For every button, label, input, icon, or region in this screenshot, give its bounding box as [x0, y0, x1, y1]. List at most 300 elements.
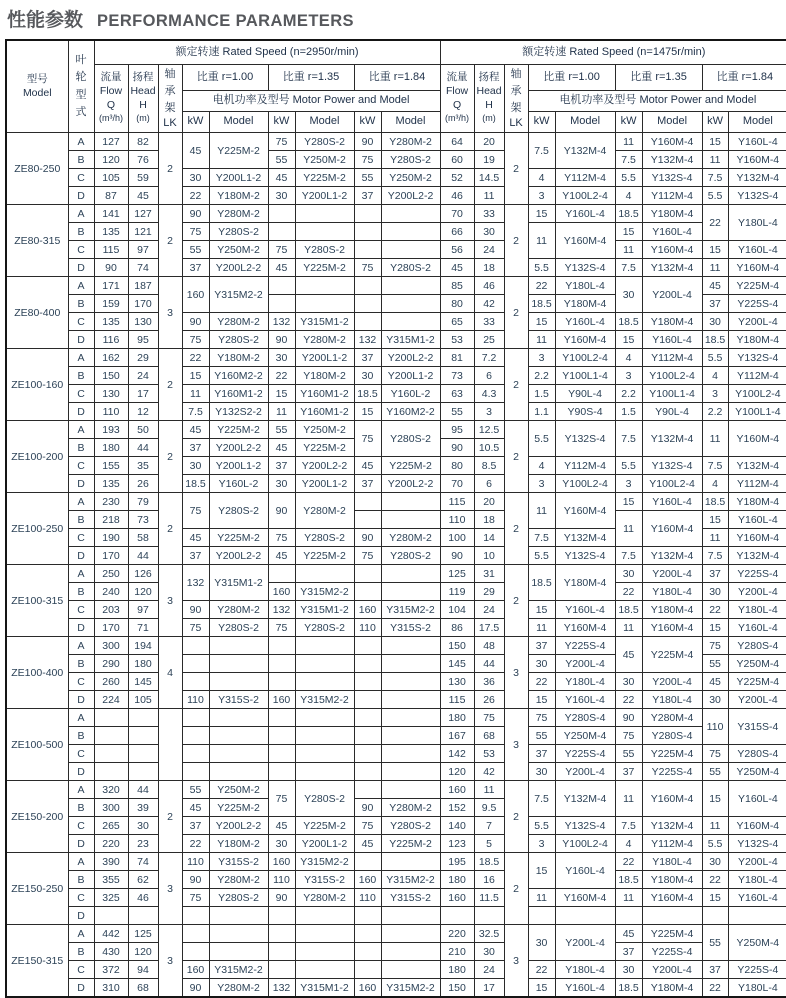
- cell-motor-model: Y200L2-2: [381, 349, 440, 367]
- cell-kw: [354, 241, 381, 259]
- cell-motor-model: Y100L2-4: [555, 349, 615, 367]
- cell-flow: 80: [440, 457, 474, 475]
- cell-motor-model: Y132M-4: [642, 547, 702, 565]
- cell-kw: 132: [268, 979, 295, 998]
- header-motor-model: Model: [381, 112, 440, 133]
- header-motor-model: Model: [209, 112, 268, 133]
- cell-kw: 160: [354, 871, 381, 889]
- cell-flow: 355: [94, 871, 128, 889]
- cell-flow: 53: [440, 331, 474, 349]
- cell-head: 12: [128, 403, 158, 421]
- cell-kw: 37: [615, 943, 642, 961]
- cell-motor-model: Y112M-4: [642, 835, 702, 853]
- cell-impeller-type: B: [68, 943, 94, 961]
- cell-kw: 22: [528, 961, 555, 979]
- cell-kw: 15: [702, 781, 728, 817]
- cell-head: 36: [474, 673, 504, 691]
- cell-flow: 265: [94, 817, 128, 835]
- cell-kw: 160: [182, 277, 209, 313]
- header-bearing-1475: 轴承架 LK: [504, 65, 528, 133]
- cell-motor-model: Y180L-4: [555, 673, 615, 691]
- cell-motor-model: Y180M-4: [642, 205, 702, 223]
- cell-head: 97: [128, 241, 158, 259]
- cell-kw: 4: [528, 457, 555, 475]
- cell-motor-model: [295, 925, 354, 943]
- cell-motor-model: [381, 925, 440, 943]
- cell-motor-model: Y280S-2: [209, 619, 268, 637]
- cell-motor-model: Y160M-4: [555, 331, 615, 349]
- cell-kw: 132: [354, 331, 381, 349]
- cell-kw: 75: [354, 547, 381, 565]
- cell-kw: 22: [528, 673, 555, 691]
- cell-impeller-type: A: [68, 205, 94, 223]
- cell-kw: [354, 493, 381, 511]
- cell-motor-model: Y100L1-4: [728, 403, 786, 421]
- cell-impeller-type: B: [68, 727, 94, 745]
- cell-kw: 11: [615, 241, 642, 259]
- cell-kw: 30: [615, 673, 642, 691]
- cell-motor-model: [295, 961, 354, 979]
- cell-motor-model: [209, 655, 268, 673]
- cell-flow: 87: [94, 187, 128, 205]
- cell-motor-model: Y180M-4: [728, 493, 786, 511]
- cell-kw: 5.5: [528, 259, 555, 277]
- page-title-en: PERFORMANCE PARAMETERS: [97, 12, 354, 30]
- table-row: [6, 205, 786, 223]
- cell-kw: 55: [182, 781, 209, 799]
- cell-flow: 63: [440, 385, 474, 403]
- cell-motor-model: Y90L-4: [642, 403, 702, 421]
- table-row: [6, 385, 786, 403]
- cell-head: 17: [128, 385, 158, 403]
- cell-kw: 2.2: [702, 403, 728, 421]
- cell-head: 44: [128, 547, 158, 565]
- cell-kw: 90: [268, 331, 295, 349]
- cell-flow: 150: [440, 979, 474, 998]
- cell-kw: 110: [702, 709, 728, 745]
- cell-motor-model: [381, 943, 440, 961]
- cell-kw: 11: [528, 493, 555, 529]
- cell-kw: [354, 655, 381, 673]
- cell-impeller-type: B: [68, 439, 94, 457]
- cell-flow: 203: [94, 601, 128, 619]
- cell-motor-model: Y160M-4: [555, 493, 615, 529]
- cell-motor-model: Y280M-2: [209, 979, 268, 998]
- cell-motor-model: Y160M-4: [555, 889, 615, 907]
- cell-kw: 15: [528, 601, 555, 619]
- cell-kw: [182, 637, 209, 655]
- cell-motor-model: Y160M-4: [728, 151, 786, 169]
- cell-motor-model: [381, 763, 440, 781]
- cell-motor-model: [295, 709, 354, 727]
- cell-kw: 75: [182, 331, 209, 349]
- cell-kw: 11: [528, 889, 555, 907]
- cell-flow: 218: [94, 511, 128, 529]
- cell-head: 18: [474, 259, 504, 277]
- cell-head: 62: [128, 871, 158, 889]
- cell-kw: [268, 277, 295, 295]
- cell-flow: 65: [440, 313, 474, 331]
- cell-motor-model: Y280S-2: [381, 259, 440, 277]
- table-row: [6, 979, 786, 998]
- cell-motor-model: Y160L-4: [555, 313, 615, 331]
- cell-impeller-type: C: [68, 169, 94, 187]
- cell-head: 46: [474, 277, 504, 295]
- header-kw: kW: [702, 112, 728, 133]
- table-row: [6, 853, 786, 871]
- cell-head: 33: [474, 205, 504, 223]
- cell-kw: 37: [182, 439, 209, 457]
- cell-motor-model: Y315M2-2: [295, 583, 354, 601]
- cell-impeller-type: A: [68, 709, 94, 727]
- cell-kw: 11: [702, 151, 728, 169]
- cell-lk: 2: [158, 421, 182, 493]
- cell-kw: [354, 781, 381, 799]
- header-flow-1475: 流量 Flow Q (m³/h): [440, 65, 474, 133]
- cell-head: 24: [474, 601, 504, 619]
- cell-motor-model: Y160M-4: [642, 241, 702, 259]
- cell-impeller-type: A: [68, 781, 94, 799]
- cell-kw: 75: [268, 781, 295, 817]
- cell-kw: [182, 763, 209, 781]
- cell-kw: 160: [268, 583, 295, 601]
- cell-kw: 15: [528, 853, 555, 889]
- cell-flow: 52: [440, 169, 474, 187]
- cell-kw: 3: [528, 475, 555, 493]
- cell-kw: 75: [182, 619, 209, 637]
- table-row: [6, 745, 786, 763]
- cell-head: 45: [128, 187, 158, 205]
- cell-flow: 55: [440, 403, 474, 421]
- cell-motor-model: [728, 907, 786, 925]
- cell-kw: [354, 691, 381, 709]
- cell-kw: 30: [702, 853, 728, 871]
- cell-motor-model: Y160L-4: [728, 889, 786, 907]
- cell-motor-model: Y315M2-2: [209, 961, 268, 979]
- cell-impeller-type: A: [68, 421, 94, 439]
- cell-kw: 30: [702, 313, 728, 331]
- cell-kw: 30: [268, 187, 295, 205]
- cell-flow: 123: [440, 835, 474, 853]
- cell-kw: 15: [702, 511, 728, 529]
- cell-motor-model: Y280M-2: [381, 529, 440, 547]
- cell-motor-model: [209, 907, 268, 925]
- cell-kw: 11: [268, 403, 295, 421]
- cell-motor-model: Y280M-4: [642, 709, 702, 727]
- table-row: [6, 673, 786, 691]
- cell-flow: 150: [440, 637, 474, 655]
- cell-motor-model: [381, 745, 440, 763]
- cell-kw: [268, 727, 295, 745]
- table-row: [6, 241, 786, 259]
- cell-motor-model: Y180L-4: [728, 601, 786, 619]
- cell-motor-model: [381, 313, 440, 331]
- cell-lk: 2: [504, 493, 528, 565]
- header-gravity-135-2950: 比重 r=1.35: [268, 65, 354, 91]
- cell-impeller-type: C: [68, 817, 94, 835]
- cell-motor-model: Y250M-2: [295, 421, 354, 439]
- cell-motor-model: Y160L-4: [728, 241, 786, 259]
- cell-motor-model: Y250M-4: [555, 727, 615, 745]
- cell-impeller-type: D: [68, 259, 94, 277]
- cell-motor-model: Y160L-4: [555, 205, 615, 223]
- cell-motor-model: Y200L-4: [728, 691, 786, 709]
- cell-head: 11: [474, 781, 504, 799]
- cell-motor-model: Y280S-4: [728, 745, 786, 763]
- cell-motor-model: Y225M-2: [295, 547, 354, 565]
- cell-head: [128, 709, 158, 727]
- cell-kw: 7.5: [702, 169, 728, 187]
- cell-lk: 2: [504, 421, 528, 493]
- cell-kw: 90: [182, 313, 209, 331]
- table-row: [6, 403, 786, 421]
- cell-kw: 160: [354, 979, 381, 998]
- cell-head: 19: [474, 151, 504, 169]
- cell-flow: 250: [94, 565, 128, 583]
- cell-motor-model: Y160L-4: [555, 601, 615, 619]
- cell-motor-model: Y132M-4: [555, 781, 615, 817]
- cell-kw: [182, 907, 209, 925]
- header-motor-power-1475: 电机功率及型号 Motor Power and Model: [528, 91, 786, 112]
- cell-kw: 37: [528, 637, 555, 655]
- cell-lk: 2: [504, 205, 528, 277]
- cell-motor-model: Y200L2-2: [209, 547, 268, 565]
- cell-motor-model: Y100L2-4: [555, 475, 615, 493]
- cell-kw: 11: [615, 889, 642, 907]
- cell-lk: 2: [504, 349, 528, 421]
- cell-flow: 230: [94, 493, 128, 511]
- cell-motor-model: Y132S-4: [555, 421, 615, 457]
- header-motor-model: Model: [642, 112, 702, 133]
- cell-head: 24: [474, 961, 504, 979]
- header-gravity-184-2950: 比重 r=1.84: [354, 65, 440, 91]
- cell-motor-model: Y112M-4: [728, 367, 786, 385]
- cell-kw: 15: [528, 691, 555, 709]
- cell-kw: 5.5: [528, 817, 555, 835]
- cell-impeller-type: B: [68, 871, 94, 889]
- cell-motor-model: Y225S-4: [555, 637, 615, 655]
- cell-kw: [354, 637, 381, 655]
- cell-motor-model: Y160M2-2: [209, 367, 268, 385]
- table-row: [6, 133, 786, 151]
- table-row: [6, 187, 786, 205]
- cell-motor-model: Y315M1-2: [295, 601, 354, 619]
- cell-impeller-type: D: [68, 475, 94, 493]
- cell-impeller-type: C: [68, 961, 94, 979]
- cell-impeller-type: C: [68, 313, 94, 331]
- cell-motor-model: Y280S-2: [381, 151, 440, 169]
- cell-flow: 162: [94, 349, 128, 367]
- cell-motor-model: Y280S-4: [555, 709, 615, 727]
- cell-head: 74: [128, 259, 158, 277]
- cell-flow: 120: [440, 763, 474, 781]
- cell-model: ZE150-315: [6, 925, 68, 998]
- cell-head: 23: [128, 835, 158, 853]
- cell-kw: 22: [268, 367, 295, 385]
- cell-head: 10.5: [474, 439, 504, 457]
- cell-kw: 11: [615, 133, 642, 151]
- cell-flow: 372: [94, 961, 128, 979]
- cell-kw: 2.2: [528, 367, 555, 385]
- cell-motor-model: [295, 763, 354, 781]
- cell-impeller-type: A: [68, 637, 94, 655]
- cell-kw: 55: [182, 241, 209, 259]
- cell-kw: 45: [615, 637, 642, 673]
- cell-motor-model: Y225M-2: [381, 835, 440, 853]
- cell-impeller-type: A: [68, 853, 94, 871]
- cell-motor-model: Y280M-2: [209, 313, 268, 331]
- cell-motor-model: Y132M-4: [555, 529, 615, 547]
- cell-kw: [182, 745, 209, 763]
- cell-motor-model: [381, 493, 440, 511]
- cell-kw: 11: [615, 781, 642, 817]
- cell-head: 7.2: [474, 349, 504, 367]
- table-row: [6, 583, 786, 601]
- header-kw: kW: [615, 112, 642, 133]
- cell-motor-model: [381, 295, 440, 313]
- cell-motor-model: Y315S-2: [209, 853, 268, 871]
- cell-motor-model: Y315M2-2: [381, 871, 440, 889]
- cell-kw: 30: [182, 457, 209, 475]
- cell-head: 121: [128, 223, 158, 241]
- cell-head: 44: [128, 781, 158, 799]
- cell-motor-model: Y132S-4: [728, 349, 786, 367]
- cell-motor-model: Y132M-4: [642, 259, 702, 277]
- cell-motor-model: Y132S2-2: [209, 403, 268, 421]
- cell-head: 75: [474, 709, 504, 727]
- cell-motor-model: Y200L-4: [642, 961, 702, 979]
- cell-motor-model: Y250M-2: [381, 169, 440, 187]
- cell-kw: 22: [702, 871, 728, 889]
- cell-kw: [354, 277, 381, 295]
- cell-motor-model: Y180L-4: [642, 691, 702, 709]
- cell-impeller-type: C: [68, 745, 94, 763]
- cell-kw: 30: [182, 169, 209, 187]
- cell-motor-model: Y225M-2: [295, 169, 354, 187]
- cell-kw: 45: [268, 169, 295, 187]
- cell-kw: 45: [268, 817, 295, 835]
- cell-kw: 15: [354, 403, 381, 421]
- cell-impeller-type: B: [68, 295, 94, 313]
- cell-kw: 22: [182, 187, 209, 205]
- cell-head: 50: [128, 421, 158, 439]
- cell-kw: 11: [528, 223, 555, 259]
- cell-head: 25: [474, 331, 504, 349]
- cell-kw: 18.5: [615, 313, 642, 331]
- cell-kw: 5.5: [702, 187, 728, 205]
- cell-motor-model: Y280S-2: [209, 889, 268, 907]
- cell-kw: 75: [354, 421, 381, 457]
- cell-head: 35: [128, 457, 158, 475]
- performance-table: [5, 39, 786, 998]
- cell-motor-model: Y180L-4: [728, 871, 786, 889]
- cell-flow: 110: [94, 403, 128, 421]
- cell-head: 6: [474, 475, 504, 493]
- cell-motor-model: Y160L-2: [209, 475, 268, 493]
- cell-flow: 45: [440, 259, 474, 277]
- cell-kw: 15: [702, 133, 728, 151]
- cell-motor-model: Y160L-4: [728, 619, 786, 637]
- cell-kw: 55: [702, 655, 728, 673]
- cell-kw: 11: [615, 511, 642, 547]
- cell-impeller-type: A: [68, 277, 94, 295]
- table-row: [6, 493, 786, 511]
- cell-motor-model: Y315S-4: [728, 709, 786, 745]
- cell-kw: 7.5: [528, 133, 555, 169]
- cell-motor-model: [209, 943, 268, 961]
- cell-kw: [268, 223, 295, 241]
- header-rated-speed-2950: 额定转速 Rated Speed (n=2950r/min): [94, 40, 440, 65]
- cell-kw: 18.5: [615, 871, 642, 889]
- cell-model: ZE100-400: [6, 637, 68, 709]
- cell-kw: 37: [615, 763, 642, 781]
- cell-head: 73: [128, 511, 158, 529]
- cell-impeller-type: C: [68, 241, 94, 259]
- cell-motor-model: Y160L-4: [728, 781, 786, 817]
- cell-kw: 4: [615, 835, 642, 853]
- cell-motor-model: Y160L-2: [381, 385, 440, 403]
- table-row: [6, 637, 786, 655]
- cell-flow: 142: [440, 745, 474, 763]
- cell-motor-model: Y160L-4: [642, 223, 702, 241]
- cell-kw: 5.5: [528, 547, 555, 565]
- cell-impeller-type: C: [68, 673, 94, 691]
- cell-motor-model: Y200L2-2: [381, 187, 440, 205]
- cell-head: 11.5: [474, 889, 504, 907]
- cell-model: ZE100-200: [6, 421, 68, 493]
- cell-kw: [354, 565, 381, 583]
- cell-lk: 2: [158, 781, 182, 853]
- cell-head: 53: [474, 745, 504, 763]
- cell-kw: 37: [268, 457, 295, 475]
- table-row: [6, 169, 786, 187]
- cell-motor-model: Y200L-4: [555, 655, 615, 673]
- cell-motor-model: Y160M-4: [555, 223, 615, 259]
- cell-kw: [268, 925, 295, 943]
- header-flow-2950: 流量 Flow Q (m³/h): [94, 65, 128, 133]
- cell-flow: 115: [94, 241, 128, 259]
- cell-flow: 193: [94, 421, 128, 439]
- cell-kw: 18.5: [354, 385, 381, 403]
- cell-flow: 180: [94, 439, 128, 457]
- cell-kw: [354, 205, 381, 223]
- cell-kw: 18.5: [702, 493, 728, 511]
- cell-motor-model: [381, 691, 440, 709]
- cell-kw: 18.5: [615, 601, 642, 619]
- cell-kw: 37: [702, 961, 728, 979]
- table-row: [6, 943, 786, 961]
- cell-flow: 180: [440, 961, 474, 979]
- cell-kw: 45: [702, 277, 728, 295]
- cell-kw: 3: [528, 187, 555, 205]
- cell-kw: 37: [182, 259, 209, 277]
- cell-motor-model: [209, 727, 268, 745]
- cell-flow: [94, 727, 128, 745]
- cell-kw: 160: [182, 961, 209, 979]
- cell-head: 9.5: [474, 799, 504, 817]
- cell-kw: 37: [528, 745, 555, 763]
- table-row: [6, 763, 786, 781]
- cell-motor-model: Y160M-4: [642, 619, 702, 637]
- cell-flow: 60: [440, 151, 474, 169]
- cell-head: 5: [474, 835, 504, 853]
- cell-motor-model: Y160M1-2: [295, 385, 354, 403]
- cell-model: ZE100-500: [6, 709, 68, 781]
- table-row: [6, 259, 786, 277]
- cell-motor-model: Y112M-4: [555, 457, 615, 475]
- cell-motor-model: Y200L1-2: [295, 349, 354, 367]
- cell-motor-model: Y315M1-2: [209, 565, 268, 601]
